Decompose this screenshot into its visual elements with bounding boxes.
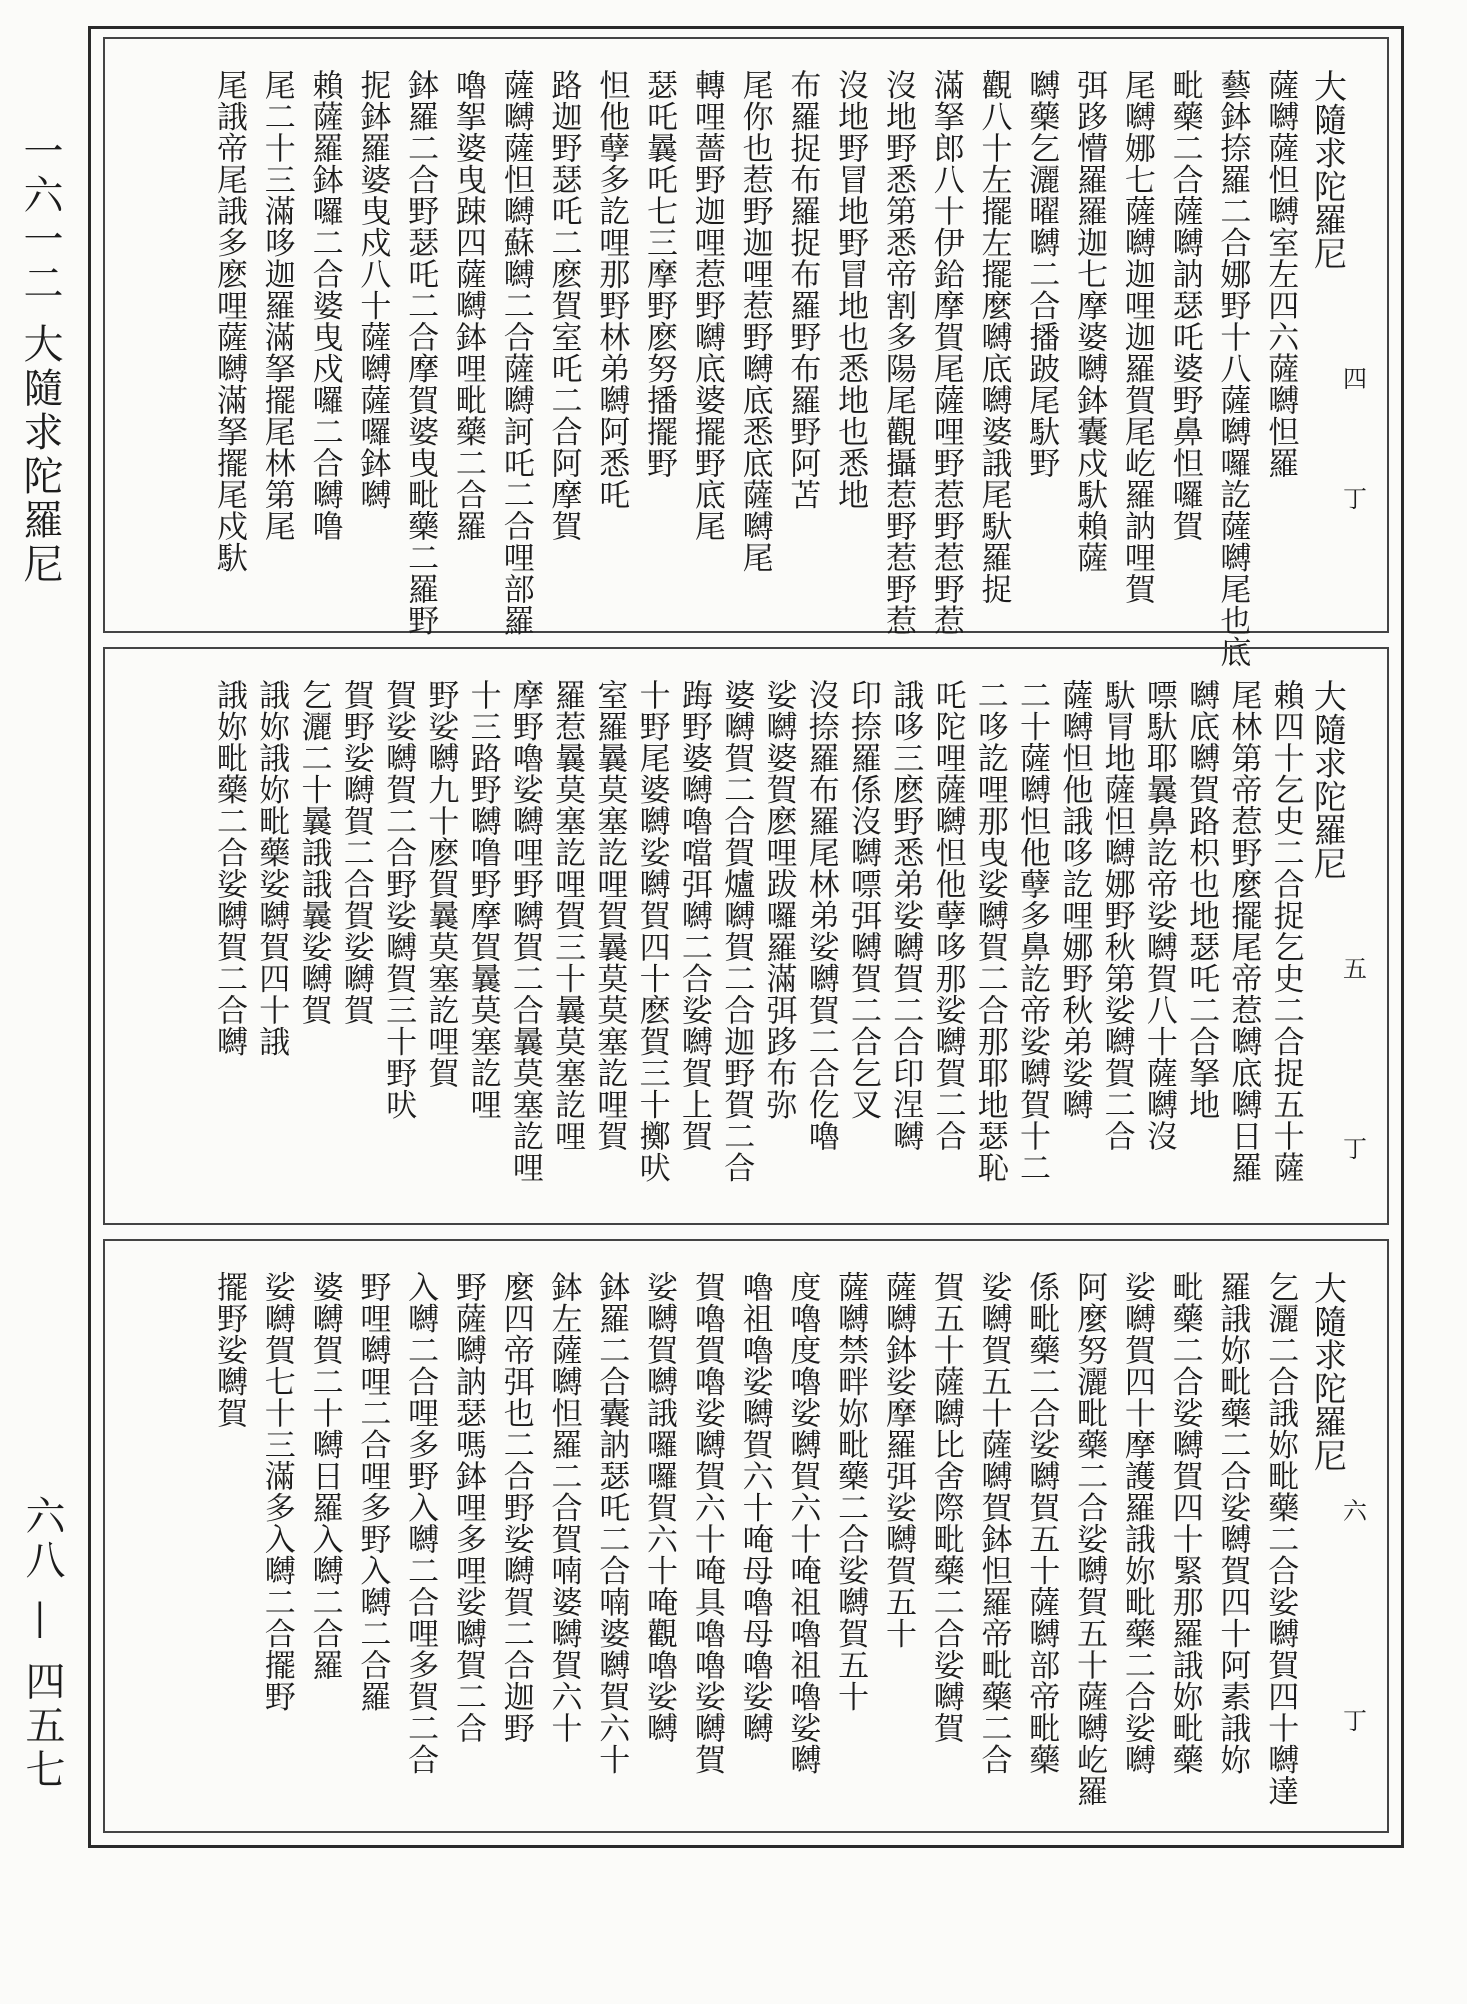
text-panel-2	[103, 647, 1389, 1225]
text-column: 鉢羅二合野瑟吒二合摩賀婆曳毗藥二羅野	[402, 69, 439, 636]
text-column: 嚕祖嚕娑嚩賀六十唵母嚕母嚕娑嚩	[736, 1271, 773, 1744]
text-column: 薩嚩鉢娑摩羅弭娑嚩賀五十	[879, 1271, 916, 1649]
text-column: 娑嚩賀四十摩護羅誐妳毗藥二合娑嚩	[1118, 1271, 1155, 1775]
text-column: 賴四十乞史二合捉乞史二合捉五十薩	[1267, 679, 1304, 1183]
text-column: 賀嚕賀嚕娑嚩賀六十唵具嚕嚕娑嚩賀	[688, 1271, 725, 1775]
text-column: 觀八十左擺左擺麼嚩底嚩婆誐尾馱羅捉	[975, 69, 1012, 605]
text-column: 鉢左薩嚩怛羅二合賀喃婆嚩賀六十	[545, 1271, 582, 1744]
text-column: 薩嚩禁畔妳毗藥二合娑嚩賀五十	[832, 1271, 869, 1712]
text-column: 馱冐地薩怛嚩娜野秋第娑嚩賀二合	[1098, 679, 1135, 1152]
text-column: 沒地野冒地野冒地也悉地也悉地	[832, 69, 869, 510]
text-columns	[211, 69, 1348, 668]
text-column: 鉢羅二合囊訥瑟吒二合喃婆嚩賀六十	[593, 1271, 630, 1775]
text-column: 室羅曩莫塞訖哩賀曩莫莫塞訖哩賀	[591, 679, 628, 1152]
text-column: 薩嚩薩怛嚩蘇嚩二合薩嚩訶吒二合哩部羅	[497, 69, 534, 636]
text-column: 摩野嚕娑嚩哩野嚩賀二合曩莫塞訖哩	[506, 679, 543, 1183]
text-panel-3	[103, 1239, 1389, 1833]
text-column: 薩嚩怛他誐哆訖哩娜野秋弟娑嚩	[1056, 679, 1093, 1120]
text-column: 野薩嚩訥瑟嗎鉢哩多哩娑嚩賀二合	[449, 1271, 486, 1744]
text-column: 野娑嚩九十麽賀曩莫塞訖哩賀	[422, 679, 459, 1089]
page-mark-bottom: 丁	[1343, 485, 1367, 513]
text-column: 布羅捉布羅捉布羅野布羅野阿苫	[784, 69, 821, 510]
text-column: 大隨求陀羅尼	[1308, 69, 1348, 270]
page-mark: 五	[1343, 955, 1367, 983]
text-column: 瑟吒曩吒七三摩野麽努播擺野	[641, 69, 678, 479]
text-column: 係毗藥二合娑嚩賀五十薩嚩部帝毗藥	[1023, 1271, 1060, 1775]
text-column: 乞灑二合誐妳毗藥二合娑嚩賀四十嚩達	[1262, 1271, 1299, 1807]
margin-title: 一六一二 大隨求陀羅尼	[17, 130, 63, 587]
text-column: 嘌馱耶曩鼻訖帝娑嚩賀八十薩嚩沒	[1140, 679, 1177, 1152]
text-column: 尾嚩娜七薩嚩迦哩迦羅賀尾屹羅訥哩賀	[1118, 69, 1155, 605]
text-column: 十三路野嚩噜野摩賀曩莫塞訖哩	[464, 679, 501, 1120]
text-column: 誐哆三麽野悉弟娑嚩賀二合印涅嚩	[887, 679, 924, 1152]
text-column: 入嚩二合哩多野入嚩二合哩多賀二合	[402, 1271, 439, 1775]
text-column: 嚩底嚩賀路枳也地瑟吒二合拏地	[1183, 679, 1220, 1120]
text-column: 尾林第帝惹野麼擺尾帝惹嚩底嚩日羅	[1225, 679, 1262, 1183]
text-column: 藝鉢捺羅二合娜野十八薩嚩囉訖薩嚩尾也底	[1214, 69, 1251, 668]
text-column: 滿拏郎八十伊鉿摩賀尾薩哩野惹野惹野惹	[927, 69, 964, 636]
text-column: 轉哩薔野迦哩惹野嚩底婆擺野底尾	[688, 69, 725, 542]
page-mark-bottom: 丁	[1343, 1135, 1367, 1163]
text-column: 沒捺羅布羅尾林弟娑嚩賀二合仡嚕	[802, 679, 839, 1152]
text-column: 娑嚩婆賀麽哩跋囉羅滿弭跢布弥	[760, 679, 797, 1120]
text-column: 羅惹曩莫塞訖哩賀三十曩莫塞訖哩	[549, 679, 586, 1152]
text-column: 野哩嚩哩二合哩多野入嚩二合羅	[354, 1271, 391, 1712]
text-column: 二十薩嚩怛他孽多鼻訖帝娑嚩賀十二	[1014, 679, 1051, 1183]
text-column: 尾誐帝尾誐多麽哩薩嚩滿拏擺尾戍馱	[211, 69, 247, 573]
text-column: 娑嚩賀五十薩嚩賀鉢怛羅帝毗藥二合	[975, 1271, 1012, 1775]
text-column: 婆嚩賀二合賀爐嚩賀二合迦野賀二合	[718, 679, 755, 1183]
text-column: 路迦野瑟吒二麽賀室吒二合阿摩賀	[545, 69, 582, 542]
text-column: 娑嚩賀七十三滿多入嚩二合擺野	[258, 1271, 295, 1712]
text-column: 婆嚩賀二十嚩日羅入嚩二合羅	[306, 1271, 343, 1681]
page-mark: 六	[1343, 1497, 1367, 1525]
text-panel-1	[103, 37, 1389, 668]
text-column: 怛他孽多訖哩那野林弟嚩阿悉吒	[593, 69, 630, 510]
text-column: 沒地野悉第悉帝割多陽尾觀攝惹野惹野惹	[879, 69, 916, 636]
text-column: 吒陀哩薩嚩怛他孽哆那娑嚩賀二合	[929, 679, 966, 1152]
text-column: 擺野娑嚩賀	[211, 1271, 247, 1429]
text-columns	[211, 1271, 1348, 1807]
text-column: 乞灑二十曩誐誐曩娑嚩賀	[295, 679, 332, 1026]
text-column: 大隨求陀羅尼	[1308, 679, 1348, 880]
text-column: 羅誐妳毗藥二合娑嚩賀四十阿素誐妳	[1214, 1271, 1251, 1775]
text-column: 賴薩羅鉢囉二合婆曳戍囉二合嚩噜	[306, 69, 343, 542]
margin-page-number: 六八 — 四五七	[19, 1495, 65, 1793]
text-column: 賀五十薩嚩比舍際毗藥二合娑嚩賀	[927, 1271, 964, 1744]
page-mark-bottom: 丁	[1343, 1707, 1367, 1735]
text-column: 十野尾婆嚩娑嚩賀四十麽賀三十擲吠	[633, 679, 670, 1183]
text-column: 抳鉢羅婆曳戍八十薩嚩薩囉鉢嚩	[354, 69, 391, 510]
text-column: 尾你也惹野迦哩惹野嚩底悉底薩嚩尾	[736, 69, 773, 573]
text-columns	[211, 679, 1348, 1193]
text-column: 嚕挐婆曳踈四薩嚩鉢哩毗藥二合羅	[449, 69, 486, 542]
text-column: 毗藥二合娑嚩賀四十緊那羅誐妳毗藥	[1166, 1271, 1203, 1775]
text-column: 大隨求陀羅尼	[1308, 1271, 1348, 1472]
text-column: 踇野婆嚩嚕噹弭嚩二合娑嚩賀上賀	[675, 679, 712, 1152]
text-column: 二哆訖哩那曳娑嚩賀二合那耶地瑟恥	[971, 679, 1008, 1183]
text-column: 嚩藥乞灑曜嚩二合播跛尾馱野	[1023, 69, 1060, 479]
text-column: 弭跢懵羅羅迦七摩婆嚩鉢囊戍馱賴薩	[1071, 69, 1108, 573]
text-column: 娑嚩賀嚩誐囉囉賀六十唵觀嚕娑嚩	[641, 1271, 678, 1744]
page-mark: 四	[1343, 365, 1367, 393]
text-column: 度嚕度嚕娑嚩賀六十唵祖嚕祖嚕娑嚩	[784, 1271, 821, 1775]
text-column: 賀野娑嚩賀二合賀娑嚩賀	[337, 679, 374, 1026]
text-column: 印捺羅係沒嚩嘌弭嚩賀二合乞叉	[844, 679, 881, 1120]
text-column: 麼四帝弭也二合野娑嚩賀二合迦野	[497, 1271, 534, 1744]
text-column: 賀娑嚩賀二合野娑嚩賀三十野吠	[380, 679, 417, 1120]
text-column: 誐妳誐妳毗藥娑嚩賀四十誐	[253, 679, 290, 1057]
text-column: 尾二十三滿哆迦羅滿拏擺尾林第尾	[258, 69, 295, 542]
text-column: 誐妳毗藥二合娑嚩賀二合嚩	[211, 679, 247, 1057]
text-column: 阿麼努灑毗藥二合娑嚩賀五十薩嚩屹羅	[1071, 1271, 1108, 1807]
page-frame	[88, 26, 1404, 1848]
text-column: 薩嚩薩怛嚩室左四六薩嚩怛羅	[1262, 69, 1299, 479]
text-column: 毗藥二合薩嚩訥瑟吒婆野鼻怛囉賀	[1166, 69, 1203, 542]
